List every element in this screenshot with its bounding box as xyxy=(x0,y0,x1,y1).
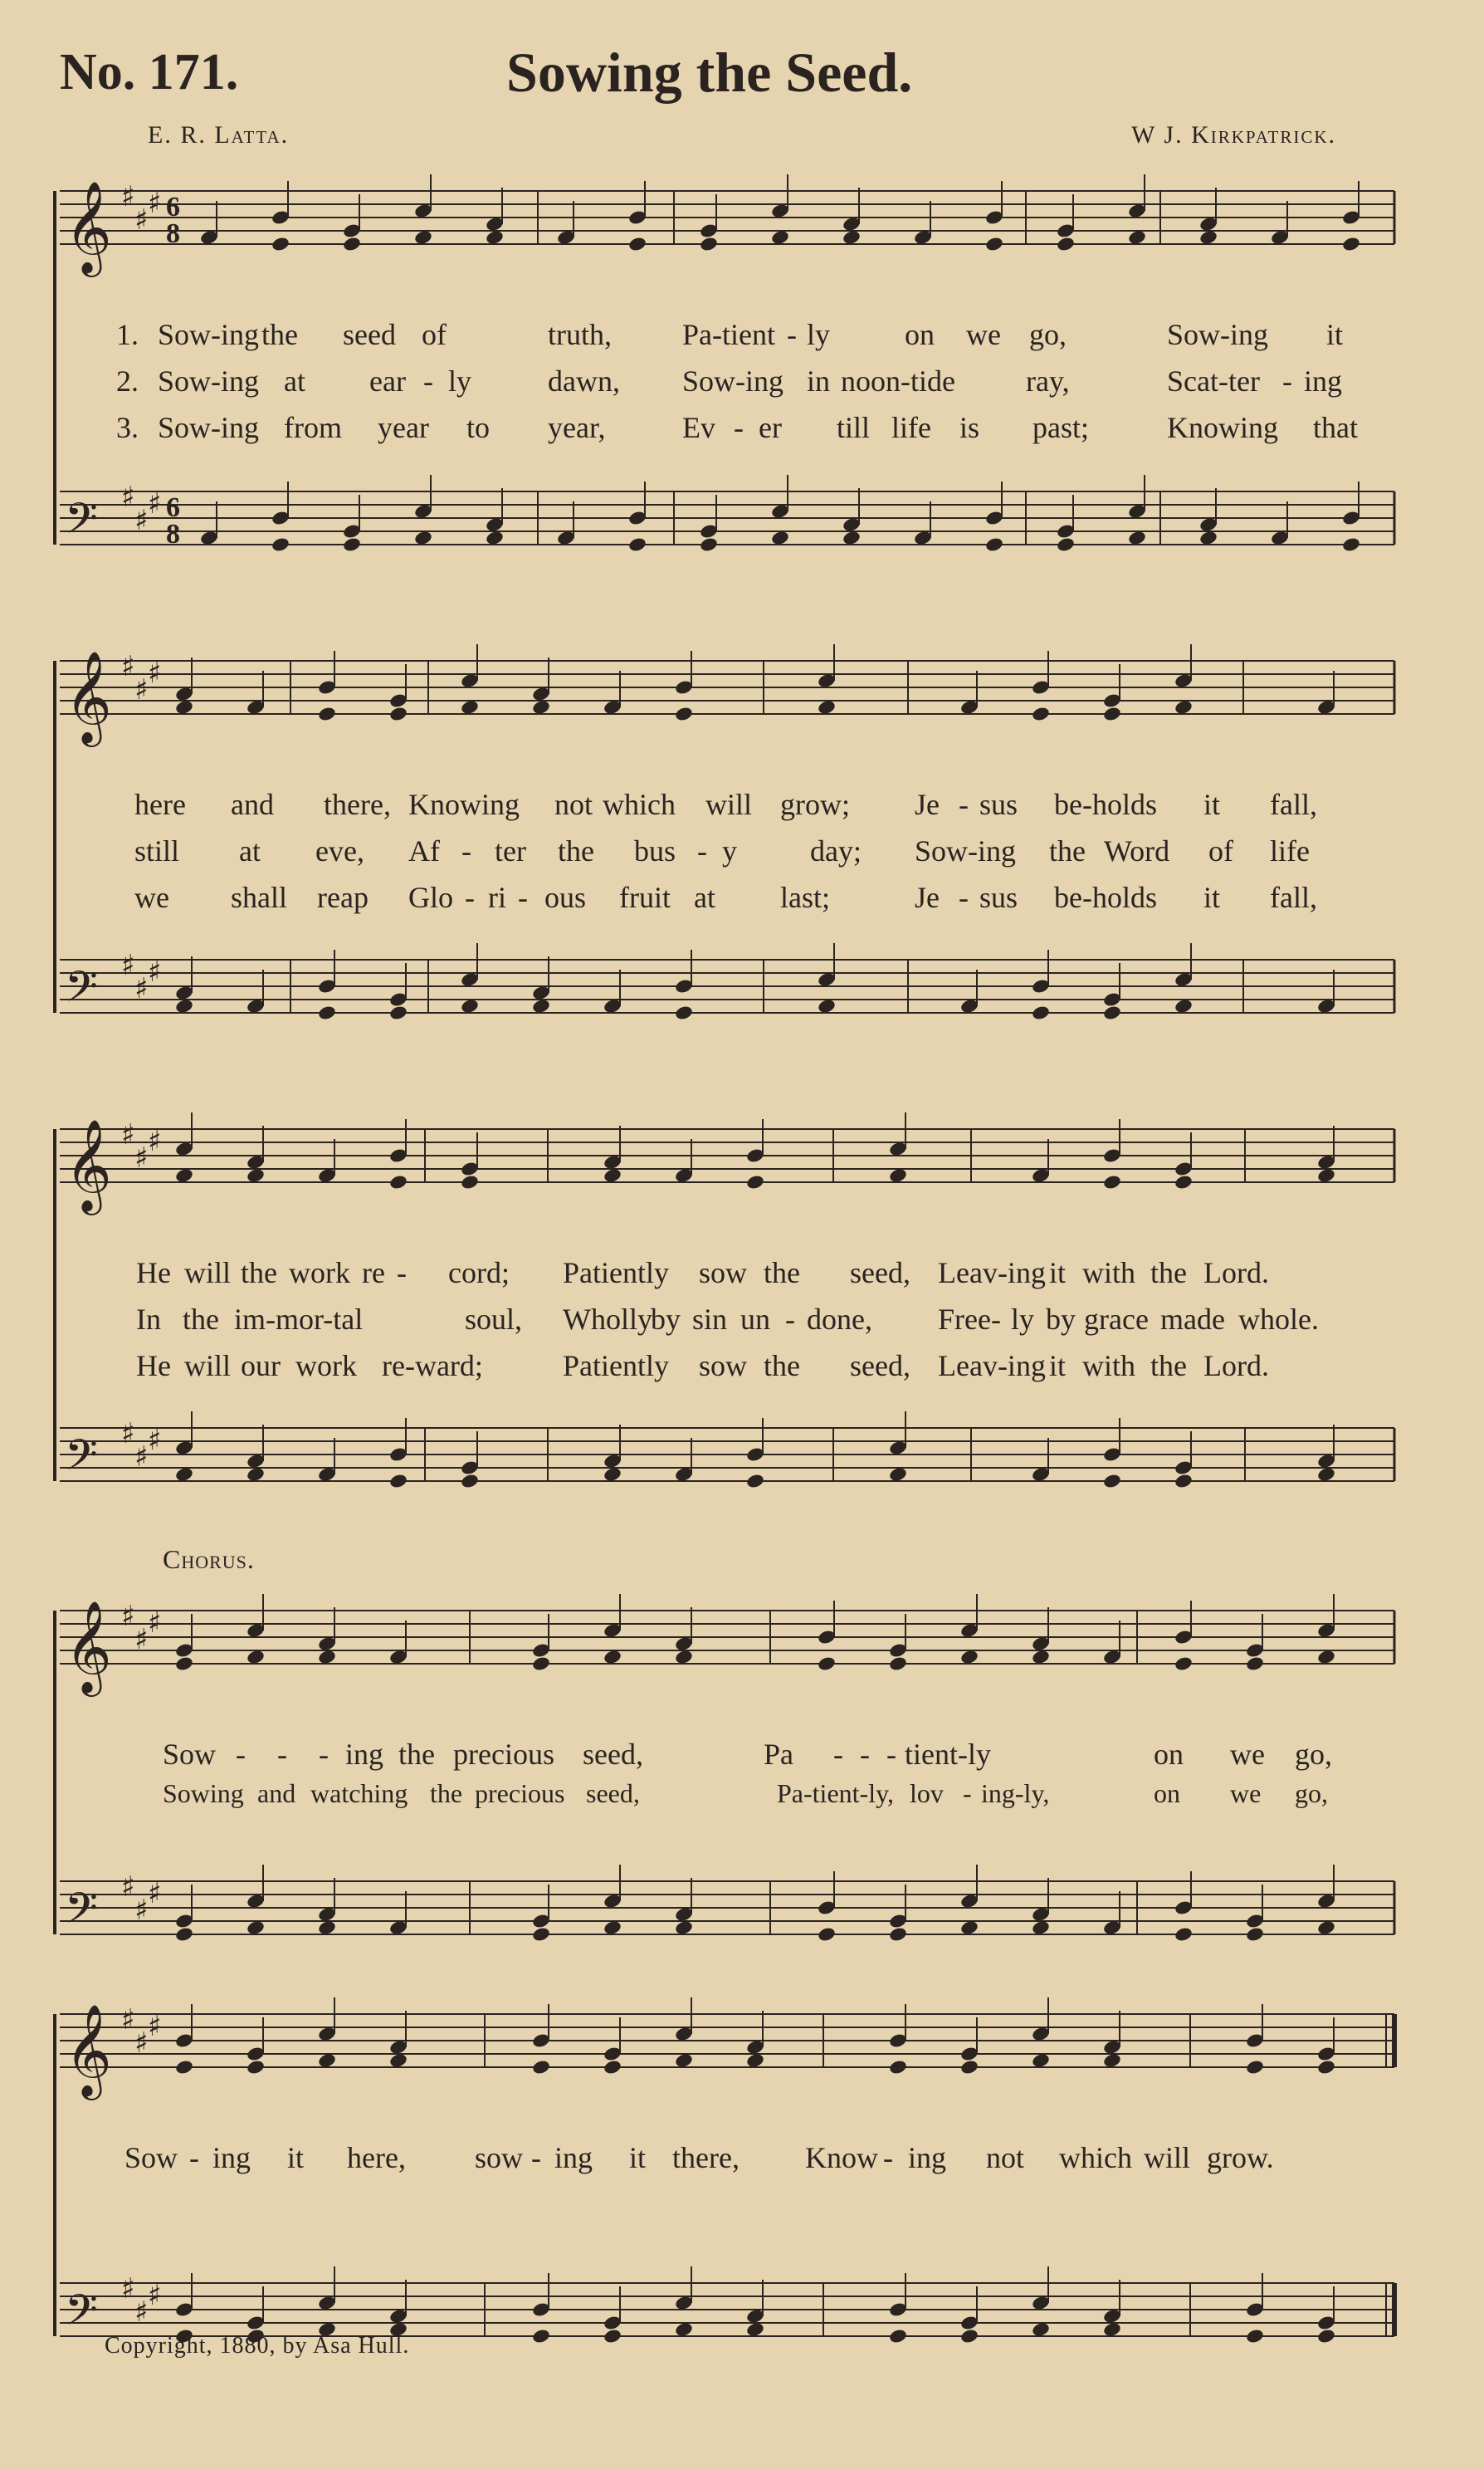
note-head xyxy=(413,229,433,246)
note-head xyxy=(1198,229,1218,246)
sharp-icon: ♯ xyxy=(148,1424,162,1457)
note-head xyxy=(174,998,194,1014)
note-head xyxy=(1245,2328,1265,2344)
note-head xyxy=(603,1919,622,1936)
note-head xyxy=(888,1926,908,1943)
treble-clef-icon: 𝄞 xyxy=(65,1600,112,1693)
note-head xyxy=(888,1655,908,1672)
sharp-icon: ♯ xyxy=(134,2027,149,2060)
lyrics-system-1-verse-3: 3. Sow-ing from year to year, Ev - er till life is past; Knowing that xyxy=(116,411,1358,444)
note-head xyxy=(460,1473,480,1489)
sharp-icon: ♯ xyxy=(148,657,162,690)
note-head xyxy=(1056,236,1076,252)
sharp-icon: ♯ xyxy=(148,487,162,521)
note-head xyxy=(246,1919,266,1936)
note-head xyxy=(817,699,837,716)
sharp-icon: ♯ xyxy=(134,203,149,237)
bass-clef-icon: 𝄢 xyxy=(65,1430,98,1490)
note-head xyxy=(1031,1919,1051,1936)
note-head xyxy=(627,236,647,252)
note-head xyxy=(770,530,790,546)
note-head xyxy=(1316,1167,1336,1184)
note-head xyxy=(1174,699,1194,716)
bass-clef-icon: 𝄢 xyxy=(65,493,98,554)
note-head xyxy=(1245,1655,1265,1672)
treble-clef-icon: 𝄞 xyxy=(65,2003,112,2096)
note-head xyxy=(888,2059,908,2075)
lyrics-system-3-verse-1: He will the work re - cord; Patiently sow the seed, Leav-ing it with the Lord. xyxy=(136,1256,1269,1289)
note-head xyxy=(699,536,719,553)
note-head xyxy=(1198,530,1218,546)
note-head xyxy=(1341,536,1361,553)
sharp-icon: ♯ xyxy=(121,1118,135,1151)
sharp-icon: ♯ xyxy=(134,1440,149,1474)
note-head xyxy=(1316,2059,1336,2075)
note-head xyxy=(745,2052,765,2069)
note-head xyxy=(531,1926,551,1943)
sharp-icon: ♯ xyxy=(121,180,135,213)
note-head xyxy=(603,2059,622,2075)
note-head xyxy=(388,1473,408,1489)
note-head xyxy=(603,1649,622,1665)
note-head xyxy=(603,1466,622,1483)
note-head xyxy=(745,2321,765,2338)
note-head xyxy=(271,236,290,252)
sharp-icon: ♯ xyxy=(134,1142,149,1175)
note-head xyxy=(1031,2321,1051,2338)
note-head xyxy=(1102,2321,1122,2338)
time-signature-numerator: 6 xyxy=(166,192,180,222)
sharp-icon: ♯ xyxy=(134,1894,149,1927)
note-head xyxy=(1102,1005,1122,1021)
note-head xyxy=(1245,1926,1265,1943)
note-head xyxy=(246,1649,266,1665)
hymn-title: Sowing the Seed. xyxy=(506,41,913,104)
note-head xyxy=(1316,1466,1336,1483)
note-head xyxy=(174,2059,194,2075)
note-head xyxy=(1102,1473,1122,1489)
hymn-number: No. 171. xyxy=(60,44,239,100)
note-head xyxy=(1102,1174,1122,1190)
sharp-icon: ♯ xyxy=(121,2003,135,2036)
note-head xyxy=(1127,229,1147,246)
note-head xyxy=(770,229,790,246)
note-head xyxy=(388,1174,408,1190)
note-head xyxy=(531,2328,551,2344)
sharp-icon: ♯ xyxy=(148,2279,162,2312)
note-head xyxy=(531,699,551,716)
note-head xyxy=(674,2052,694,2069)
note-head xyxy=(627,536,647,553)
note-head xyxy=(246,1167,266,1184)
note-head xyxy=(342,236,362,252)
lyrics-chorus-verse-1: Sow - - - ing the precious seed, Pa - - - tient-ly on we go, xyxy=(163,1738,1332,1771)
note-head xyxy=(1174,1174,1194,1190)
note-head xyxy=(817,998,837,1014)
note-head xyxy=(1031,1005,1051,1021)
note-head xyxy=(413,530,433,546)
note-head xyxy=(246,2059,266,2075)
note-head xyxy=(317,1005,337,1021)
lyrics-system-1-verse-1: 1. Sow-ing the seed of truth, Pa-tient - ly on we go, Sow-ing it xyxy=(116,318,1344,351)
note-head xyxy=(984,536,1004,553)
lyrics-system-3-verse-2: In the im-mor-tal soul, Wholly by sin un - done, Free - ly by grace made whole. xyxy=(136,1303,1319,1336)
sharp-icon: ♯ xyxy=(121,1417,135,1450)
note-head xyxy=(674,1919,694,1936)
note-head xyxy=(674,1649,694,1665)
note-head xyxy=(531,998,551,1014)
note-head xyxy=(485,530,505,546)
treble-clef-icon: 𝄞 xyxy=(65,650,112,743)
sharp-icon: ♯ xyxy=(121,1870,135,1904)
note-head xyxy=(1341,236,1361,252)
sharp-icon: ♯ xyxy=(134,972,149,1005)
note-head xyxy=(984,236,1004,252)
sharp-icon: ♯ xyxy=(148,1606,162,1640)
note-head xyxy=(1031,706,1051,722)
lyrics-chorus-verse-2: Sowing and watching the precious seed, Pa-tient-ly, lov - ing-ly, on we go, xyxy=(163,1778,1328,1808)
note-head xyxy=(174,699,194,716)
composer-credit: W J. Kirkpatrick. xyxy=(1131,121,1336,149)
note-head xyxy=(1031,2052,1051,2069)
sharp-icon: ♯ xyxy=(134,673,149,706)
note-head xyxy=(745,1174,765,1190)
note-head xyxy=(959,2328,979,2344)
lyricist-credit: E. R. Latta. xyxy=(148,121,290,149)
bass-clef-icon: 𝄢 xyxy=(65,961,98,1022)
note-head xyxy=(1127,530,1147,546)
note-head xyxy=(460,998,480,1014)
sharp-icon: ♯ xyxy=(121,949,135,982)
note-head xyxy=(531,1655,551,1672)
note-head xyxy=(271,536,290,553)
sharp-icon: ♯ xyxy=(121,481,135,514)
note-head xyxy=(1316,2328,1336,2344)
note-head xyxy=(674,2321,694,2338)
note-head xyxy=(1102,706,1122,722)
note-head xyxy=(959,1649,979,1665)
note-head xyxy=(674,1005,694,1021)
treble-clef-icon: 𝄞 xyxy=(65,1118,112,1211)
copyright-notice: Copyright, 1880, by Asa Hull. xyxy=(105,2333,410,2359)
note-head xyxy=(388,706,408,722)
sharp-icon: ♯ xyxy=(148,956,162,989)
note-head xyxy=(246,1466,266,1483)
note-head xyxy=(1316,1649,1336,1665)
note-head xyxy=(174,1655,194,1672)
note-head xyxy=(485,229,505,246)
note-head xyxy=(842,229,862,246)
note-head xyxy=(388,2052,408,2069)
note-head xyxy=(603,2328,622,2344)
note-head xyxy=(1056,536,1076,553)
lyrics-system-1-verse-2: 2. Sow-ing at ear - ly dawn, Sow-ing in noon-tide ray, Scat-ter - ing xyxy=(116,364,1343,398)
lyrics-system-2-verse-2: still at eve, Af - ter the bus - y day; Sow-ing the Word of life xyxy=(134,834,1310,868)
sharp-icon: ♯ xyxy=(134,504,149,537)
note-head xyxy=(174,1466,194,1483)
note-head xyxy=(603,1167,622,1184)
sharp-icon: ♯ xyxy=(148,187,162,220)
sharp-icon: ♯ xyxy=(121,1600,135,1633)
note-head xyxy=(460,699,480,716)
note-head xyxy=(1174,1926,1194,1943)
note-head xyxy=(531,2059,551,2075)
sharp-icon: ♯ xyxy=(134,1623,149,1656)
sharp-icon: ♯ xyxy=(148,1877,162,1910)
note-head xyxy=(317,706,337,722)
note-head xyxy=(699,236,719,252)
note-head xyxy=(1174,1655,1194,1672)
note-head xyxy=(460,1174,480,1190)
sharp-icon: ♯ xyxy=(148,2010,162,2043)
time-signature-denominator: 8 xyxy=(166,218,180,249)
time-signature-denominator: 8 xyxy=(166,519,180,550)
note-head xyxy=(1102,2052,1122,2069)
note-head xyxy=(842,530,862,546)
note-head xyxy=(1174,998,1194,1014)
sharp-icon: ♯ xyxy=(148,1125,162,1158)
note-head xyxy=(959,1919,979,1936)
note-head xyxy=(342,536,362,553)
note-head xyxy=(388,1005,408,1021)
note-head xyxy=(1316,1919,1336,1936)
note-head xyxy=(888,1466,908,1483)
note-head xyxy=(817,1655,837,1672)
note-head xyxy=(745,1473,765,1489)
sharp-icon: ♯ xyxy=(134,2295,149,2329)
note-head xyxy=(959,2059,979,2075)
sharp-icon: ♯ xyxy=(121,650,135,683)
note-head xyxy=(174,1926,194,1943)
note-head xyxy=(817,1926,837,1943)
bass-clef-icon: 𝄢 xyxy=(65,2285,98,2345)
note-head xyxy=(317,1919,337,1936)
lyrics-system-2-verse-3: we shall reap Glo - ri - ous fruit at last; Je - sus be-holds it fall, xyxy=(134,881,1317,914)
note-head xyxy=(888,2328,908,2344)
time-signature-numerator: 6 xyxy=(166,492,180,523)
lyrics-final-line: Sow - ing it here, sow - ing it there, Know - ing not which will grow. xyxy=(124,2141,1274,2174)
note-head xyxy=(317,1649,337,1665)
note-head xyxy=(1031,1649,1051,1665)
note-head xyxy=(1174,1473,1194,1489)
treble-clef-icon: 𝄞 xyxy=(65,180,112,273)
note-head xyxy=(1245,2059,1265,2075)
lyrics-system-2-verse-1: here and there, Knowing not which will grow; Je - sus be-holds it fall, xyxy=(134,788,1317,821)
note-head xyxy=(174,1167,194,1184)
note-head xyxy=(317,2052,337,2069)
note-head xyxy=(674,706,694,722)
chorus-label: Chorus. xyxy=(163,1544,255,1574)
lyrics-system-3-verse-3: He will our work re-ward; Patiently sow the seed, Leav-ing it with the Lord. xyxy=(136,1349,1269,1382)
note-head xyxy=(888,1167,908,1184)
bass-clef-icon: 𝄢 xyxy=(65,1883,98,1943)
sharp-icon: ♯ xyxy=(121,2272,135,2305)
